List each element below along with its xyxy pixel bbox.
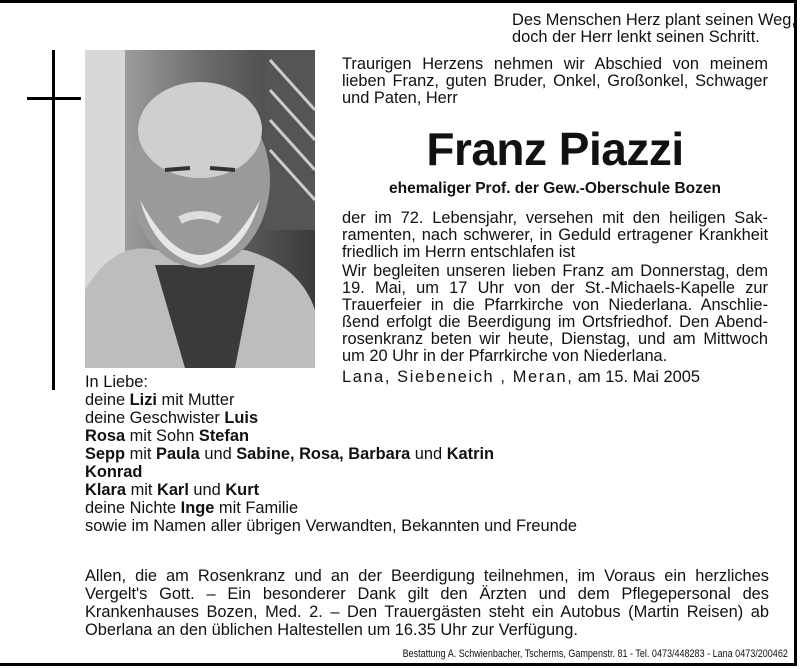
family-name: Inge xyxy=(180,499,215,517)
family-name: Karl xyxy=(156,481,189,499)
family-name: Sepp xyxy=(85,445,126,463)
family-text: mit xyxy=(125,445,157,463)
family-text: mit xyxy=(126,481,157,499)
place: Lana, Siebeneich , Meran, xyxy=(342,368,574,386)
family-name: Sabine, Rosa, Barbara xyxy=(236,445,411,463)
family-line xyxy=(85,500,298,517)
intro-line: Traurigen Herzens nehmen wir Abschied von meinem xyxy=(342,55,768,73)
family-text: und xyxy=(188,481,226,499)
family-name: Klara xyxy=(85,481,127,499)
date: am 15. Mai 2005 xyxy=(577,368,701,386)
motto-line: doch der Herr lenkt seinen Schritt. xyxy=(512,28,760,46)
family-line xyxy=(85,482,259,499)
thanks-line: Krankenhauses Bozen, Med. 2. – Den Trauergästen steht ein Autobus (Martin Reisen) ab xyxy=(85,603,769,621)
family-line xyxy=(85,518,577,535)
body-line: friedlich im Herrn entschlafen ist xyxy=(342,243,576,261)
family-text: sowie im Namen aller übrigen Verwandten, Bekannten und Freunde xyxy=(85,517,578,535)
thanks-line: Oberlana an den üblichen Haltestellen um 16.35 Uhr zur Verfügung. xyxy=(85,621,578,639)
body-line: 19. Mai, um 17 Uhr von der St.-Michaels-Kapelle zur xyxy=(342,279,768,297)
family-name: Konrad xyxy=(85,463,143,481)
family-text: deine xyxy=(85,391,130,409)
family-name: Stefan xyxy=(198,427,249,445)
family-text: mit Familie xyxy=(214,499,299,517)
family-name: Luis xyxy=(224,409,259,427)
family-text: mit Sohn xyxy=(125,427,199,445)
intro-line: und Paten, Herr xyxy=(342,89,458,107)
deceased-title: ehemaliger Prof. der Gew.-Oberschule Bozen xyxy=(389,180,721,197)
body-line: der im 72. Lebensjahr, versehen mit den heiligen Sak- xyxy=(342,209,768,227)
family-text: und xyxy=(410,445,447,463)
family-line xyxy=(85,446,494,463)
family-line xyxy=(85,392,234,409)
portrait-photo xyxy=(85,50,315,368)
family-name: Rosa xyxy=(85,427,126,445)
body-line: um 20 Uhr in der Pfarrkirche von Niederlana. xyxy=(342,347,668,365)
family-name: Kurt xyxy=(225,481,260,499)
cross-horizontal xyxy=(27,97,81,100)
family-heading: In Liebe: xyxy=(85,373,148,391)
body-line: Trauerfeier in die Pfarrkirche von Niederlana. Anschlie- xyxy=(342,296,768,314)
funeral-home-footer: Bestattung A. Schwienbacher, Tscherms, Gampenstr. 81 - Tel. 0473/448283 - Lana 0473/200462 xyxy=(402,648,788,660)
place-date xyxy=(342,369,700,386)
cross-vertical xyxy=(52,50,55,390)
family-line xyxy=(85,410,258,427)
body-line: Wir begleiten unseren lieben Franz am Donnerstag, dem xyxy=(342,262,768,280)
family-text: mit Mutter xyxy=(157,391,235,409)
family-name: Paula xyxy=(156,445,200,463)
thanks-line: Allen, die am Rosenkranz und an der Beerdigung teilnehmen, im Voraus ein herzliches xyxy=(85,567,769,585)
body-line: ßend erfolgt die Beerdigung im Ortsfriedhof. Den Abend- xyxy=(342,313,768,331)
family-text: deine Nichte xyxy=(85,499,181,517)
motto-line: Des Menschen Herz plant seinen Weg, xyxy=(512,11,796,29)
family-text: deine Geschwister xyxy=(85,409,225,427)
intro-line: lieben Franz, guten Bruder, Onkel, Großonkel, Schwager xyxy=(342,72,768,90)
body-line: ramenten, nach schwerer, in Geduld ertragener Krankheit xyxy=(342,226,768,244)
thanks-line: Vergelt's Gott. – Ein besonderer Dank gilt den Ärzten und dem Pflegepersonal des xyxy=(85,585,769,603)
family-name: Katrin xyxy=(446,445,495,463)
deceased-name: Franz Piazzi xyxy=(426,123,684,175)
body-line: rosenkranz beten wir heute, Dienstag, und am Mittwoch xyxy=(342,330,768,348)
family-line xyxy=(85,464,142,481)
family-text: und xyxy=(199,445,237,463)
family-line xyxy=(85,428,249,445)
family-name: Lizi xyxy=(129,391,157,409)
